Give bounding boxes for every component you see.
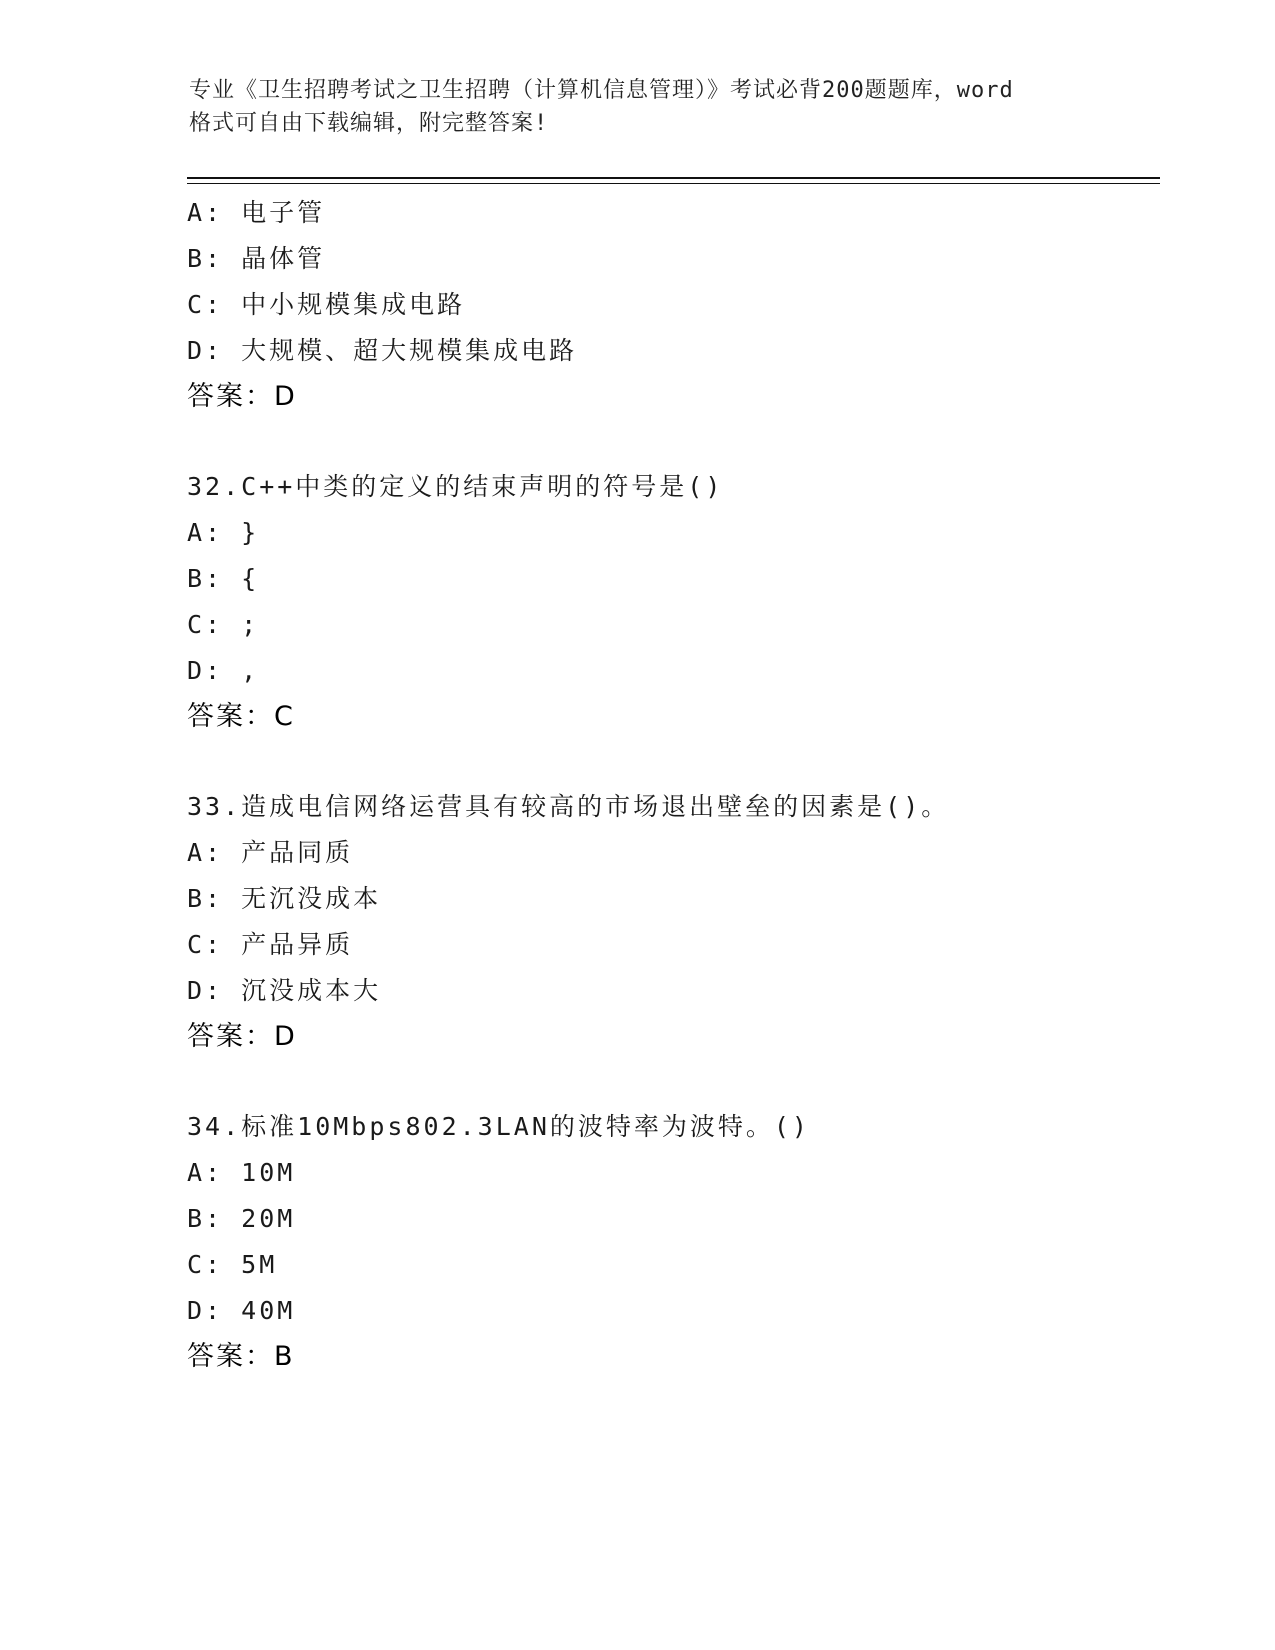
answer-text: 答案：C	[187, 701, 295, 732]
option-a: A: }	[187, 518, 260, 547]
question-text: 32.C++中类的定义的结束声明的符号是()	[187, 472, 724, 501]
question-block	[187, 464, 1147, 740]
question-text: 33.造成电信网络运营具有较高的市场退出壁垒的因素是()。	[187, 792, 950, 821]
answer-text: 答案：B	[187, 1341, 295, 1372]
question-block	[187, 784, 1147, 1060]
option-b: B: 20M	[187, 1204, 296, 1233]
option-c: C: 中小规模集成电路	[187, 290, 466, 319]
question-list	[187, 190, 1147, 1380]
answer-text: 答案：D	[187, 381, 297, 412]
option-d: D: 沉没成本大	[187, 976, 382, 1005]
option-c: C: 5M	[187, 1250, 278, 1279]
option-d: D: 大规模、超大规模集成电路	[187, 336, 578, 365]
option-d: D: ,	[187, 656, 260, 685]
option-b: B: 无沉没成本	[187, 884, 382, 913]
header-line-2: 格式可自由下载编辑，附完整答案!	[189, 111, 549, 136]
option-b: B: {	[187, 564, 260, 593]
header-rule-thick	[187, 177, 1160, 179]
option-c: C: ;	[187, 610, 260, 639]
header-line-1: 专业《卫生招聘考试之卫生招聘（计算机信息管理）》考试必背200题题库，word	[189, 78, 1014, 103]
option-b: B: 晶体管	[187, 244, 326, 273]
option-c: C: 产品异质	[187, 930, 354, 959]
document-header	[189, 74, 1109, 140]
option-a: A: 电子管	[187, 198, 326, 227]
question-block	[187, 1104, 1147, 1380]
option-a: A: 10M	[187, 1158, 296, 1187]
option-a: A: 产品同质	[187, 838, 354, 867]
answer-text: 答案：D	[187, 1021, 297, 1052]
header-rule-thin	[187, 183, 1160, 184]
question-text: 34.标准10Mbps802.3LAN的波特率为波特。()	[187, 1112, 810, 1141]
option-d: D: 40M	[187, 1296, 296, 1325]
question-block	[187, 190, 1147, 420]
